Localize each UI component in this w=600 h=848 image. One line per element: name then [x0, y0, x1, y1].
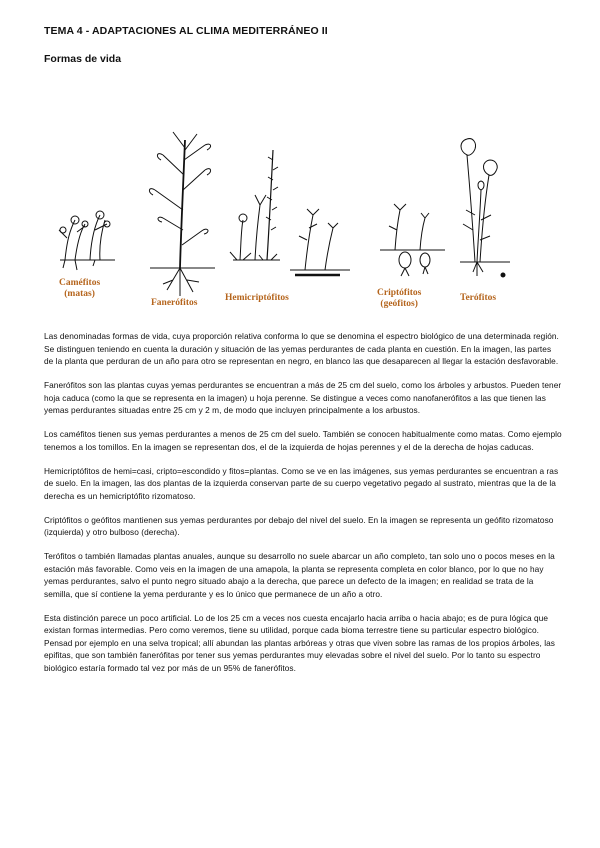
label-camefitos-line1: Caméfitos [59, 278, 101, 288]
paragraph-conclusion: Esta distinción parece un poco artificial. Lo de los 25 cm a veces nos cuesta encajarlo hacia arriba o hacia abajo; es de pura lógica que existan formas intermedias. Pero como veremos, tiene su utilidad, porque cada bioma terrestre tiene su particular espectro biológico. Pensad por ejemplo en una selva tropical; allí abundan las plantas arbóreas y otras que viven sobre las ramas de los propios árboles, las epifitas, que son también fanerófitas por tener sus yemas perdurantes muy elevadas sobre el nivel del suelo. Por lo tanto su espectro biológico estaría formado tal vez por más de un 95% de fanerófitos. [44, 612, 555, 673]
label-criptofitos-line1: Criptófitos [377, 288, 422, 298]
phanerophyte-tree [149, 132, 210, 296]
paragraph-camefitos: Los caméfitos tienen sus yemas perdurantes a menos de 25 cm del suelo. También se conocen habitualmente como matas. Como ejemplo tenemos a los tomillos. En la imagen se representan dos, el de la izquierda de hojas perennes y el de la derecha de hojas caducas. [44, 429, 562, 452]
hemicryptophyte-plants [230, 150, 278, 260]
label-criptofitos-line2: (geófitos) [380, 299, 418, 309]
label-camefitos [59, 278, 100, 300]
paragraph-terofitos: Terófitos o también llamadas plantas anuales, aunque su desarrollo no suele abarcar un año completo, tan solo uno o pocos meses en la estación más favorable. Como veis en la imagen de una amapola, la planta se representa completa en color blanco, por lo que no hay yemas perdurantes, salvo el punto negro situado abajo a la derecha, que parece un defecto de la imagen; en realidad se trata de la semilla, que sí contiene la yema perdurante y es lo único que permanece de un año a otro. [44, 551, 555, 599]
label-terofitos: Terófitos [460, 293, 497, 303]
label-camefitos-line2: (matas) [64, 289, 95, 299]
page-title: TEMA 4 - ADAPTACIONES AL CLIMA MEDITERRÁNEO II [44, 25, 328, 37]
cryptophyte-plants [295, 204, 430, 276]
section-heading: Formas de vida [44, 53, 122, 65]
label-criptofitos [377, 288, 421, 310]
therophyte-poppy [461, 139, 505, 277]
paragraph-criptofitos: Criptófitos o geófitos mantienen sus yemas perdurantes por debajo del nivel del suelo. En la imagen se representa un geófito rizomatoso (izquierda) y otro bulboso (derecha). [44, 514, 554, 537]
paragraph-intro: Las denominadas formas de vida, cuya proporción relativa conforma lo que se denomina el espectro biológico de una determinada región. Se distinguen teniendo en cuenta la duración y situación de las yemas perdurantes de cada planta en cuestión. En la imagen, las partes de la planta que perduran de un año para otro se representan en negro, en blanco las que desaparecen al llegar la estación desfavorable. [44, 331, 559, 366]
paragraph-fanerofitos: Fanerófitos son las plantas cuyas yemas perdurantes se encuentran a más de 25 cm del suelo, como los árboles y arbustos. Pueden tener hoja caduca (como la que se representa en la imagen) u hoja perenne. Se distingue a veces como nanofanerófitos a las que tienen las yemas perdurantes situadas entre 25 cm y 2 m, de modo que incluyen principalmente a los arbustos. [44, 380, 562, 415]
body-text [44, 330, 562, 686]
label-hemicriptofitos: Hemicriptófitos [225, 293, 289, 303]
life-forms-illustration [55, 120, 515, 310]
label-fanerofitos: Fanerófitos [151, 298, 198, 308]
plants-drawing [55, 120, 515, 310]
paragraph-hemicriptofitos: Hemicriptófitos de hemi=casi, cripto=escondido y fitos=plantas. Como se ve en las imágenes, sus yemas perdurantes se encuentran a ras de suelo. En la imagen, las dos plantas de la izquierda conservan parte de su cuerpo vegetativo pegado al sustrato, mientras que la de la derecha es un hemicriptófito rizomatoso. [44, 465, 559, 501]
chamaephyte-plants [59, 211, 110, 270]
